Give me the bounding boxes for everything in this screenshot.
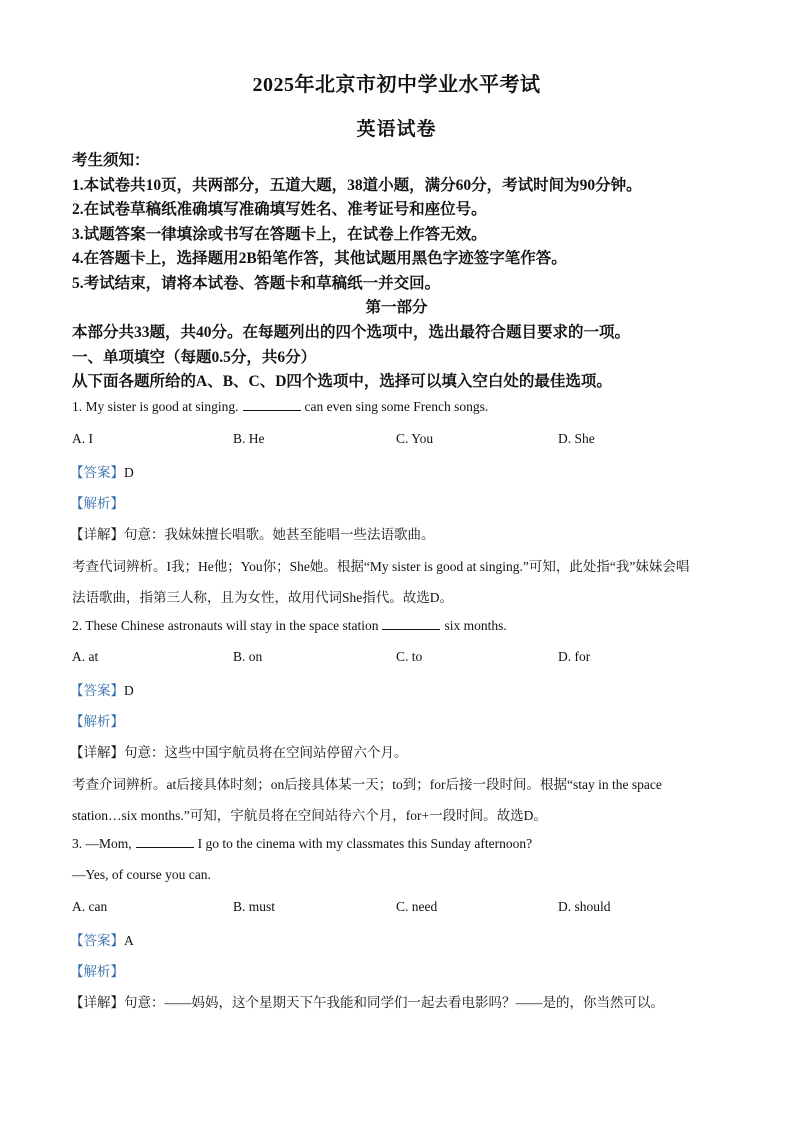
detail-text: 考查介词辨析。at后接具体时刻；on后接具体某一天；to到；for后接一段时间。根据“stay in the space [72,777,662,792]
stem-text: can even sing some French songs. [304,399,489,414]
section-title: 一、单项填空（每题0.5分，共6分） [72,349,317,366]
part-heading: 第一部分 [365,299,428,316]
option-a: A. I [72,431,93,446]
detail-row [70,523,435,543]
instruction-item: 5.考试结束，请将本试卷、答题卡和草稿纸一并交回。 [72,275,441,292]
option-c: C. to [396,649,423,664]
detail-label: 【详解】 [70,527,124,542]
detail-text: station…six months.”可知，宇航员将在空间站待六个月，for+一段时间。故选D。 [72,808,547,823]
answer-row [70,929,134,949]
answer-row [70,679,134,699]
option-d: D. for [558,649,591,664]
answer-label: 【答案】 [70,933,124,948]
answer-value: A [124,933,134,948]
instructions-heading: 考生须知： [72,152,150,169]
option-b: B. on [233,649,263,664]
analysis-label: 【解析】 [70,496,124,511]
section-instruction: 从下面各题所给的A、B、C、D四个选项中，选择可以填入空白处的最佳选项。 [72,373,612,390]
option-d: D. She [558,431,595,446]
option-d: D. should [558,899,611,914]
instruction-item: 3.试题答案一律填涂或书写在答题卡上，在试卷上作答无效。 [72,226,487,243]
question-stem [72,836,532,852]
detail-text: 句意：——妈妈，这个星期天下午我能和同学们一起去看电影吗？——是的，你当然可以。 [124,995,664,1010]
answer-blank [382,619,440,630]
part-intro: 本部分共33题，共40分。在每题列出的四个选项中，选出最符合题目要求的一项。 [72,324,631,341]
option-a: A. can [72,899,108,914]
detail-text: 考查代词辨析。I我；He他；You你；She她。根据“My sister is good at singing.”可知，此处指“我”妹妹会唱 [72,559,690,574]
answer-value: D [124,683,134,698]
detail-row [70,741,408,761]
instruction-item: 4.在答题卡上，选择题用2B铅笔作答，其他试题用黑色字迹签字笔作答。 [72,250,567,267]
stem-text: 1. My sister is good at singing. [72,399,239,414]
answer-blank [136,837,194,848]
detail-text: 法语歌曲，指第三人称，且为女性，故用代词She指代。故选D。 [72,590,453,605]
answer-blank [243,400,301,411]
answer-row [70,461,134,481]
question-stem [72,399,488,415]
stem-text: I go to the cinema with my classmates this Sunday afternoon? [197,836,533,851]
answer-label: 【答案】 [70,683,124,698]
question-stem [72,618,507,634]
detail-text: 句意：我妹妹擅长唱歌。她甚至能唱一些法语歌曲。 [124,527,435,542]
option-b: B. He [233,431,265,446]
exam-title: 2025年北京市初中学业水平考试 [252,74,541,96]
instruction-item: 1.本试卷共10页，共两部分，五道大题，38道小题，满分60分，考试时间为90分钟。 [72,177,642,194]
instruction-item: 2.在试卷草稿纸准确填写准确填写姓名、准考证号和座位号。 [72,201,487,218]
question-response: —Yes, of course you can. [72,867,211,882]
answer-label: 【答案】 [70,465,124,480]
option-c: C. You [396,431,434,446]
detail-label: 【详解】 [70,995,124,1010]
stem-text: six months. [444,618,507,633]
analysis-row [70,960,124,980]
analysis-row [70,492,124,512]
option-c: C. need [396,899,438,914]
analysis-label: 【解析】 [70,714,124,729]
detail-row [70,991,664,1011]
answer-value: D [124,465,134,480]
detail-label: 【详解】 [70,745,124,760]
option-a: A. at [72,649,99,664]
stem-text: 2. These Chinese astronauts will stay in the space station [72,618,379,633]
option-b: B. must [233,899,276,914]
stem-text: 3. —Mom, [72,836,132,851]
analysis-label: 【解析】 [70,964,124,979]
analysis-row [70,710,124,730]
detail-text: 句意：这些中国宇航员将在空间站停留六个月。 [124,745,408,760]
exam-subtitle: 英语试卷 [356,119,437,140]
